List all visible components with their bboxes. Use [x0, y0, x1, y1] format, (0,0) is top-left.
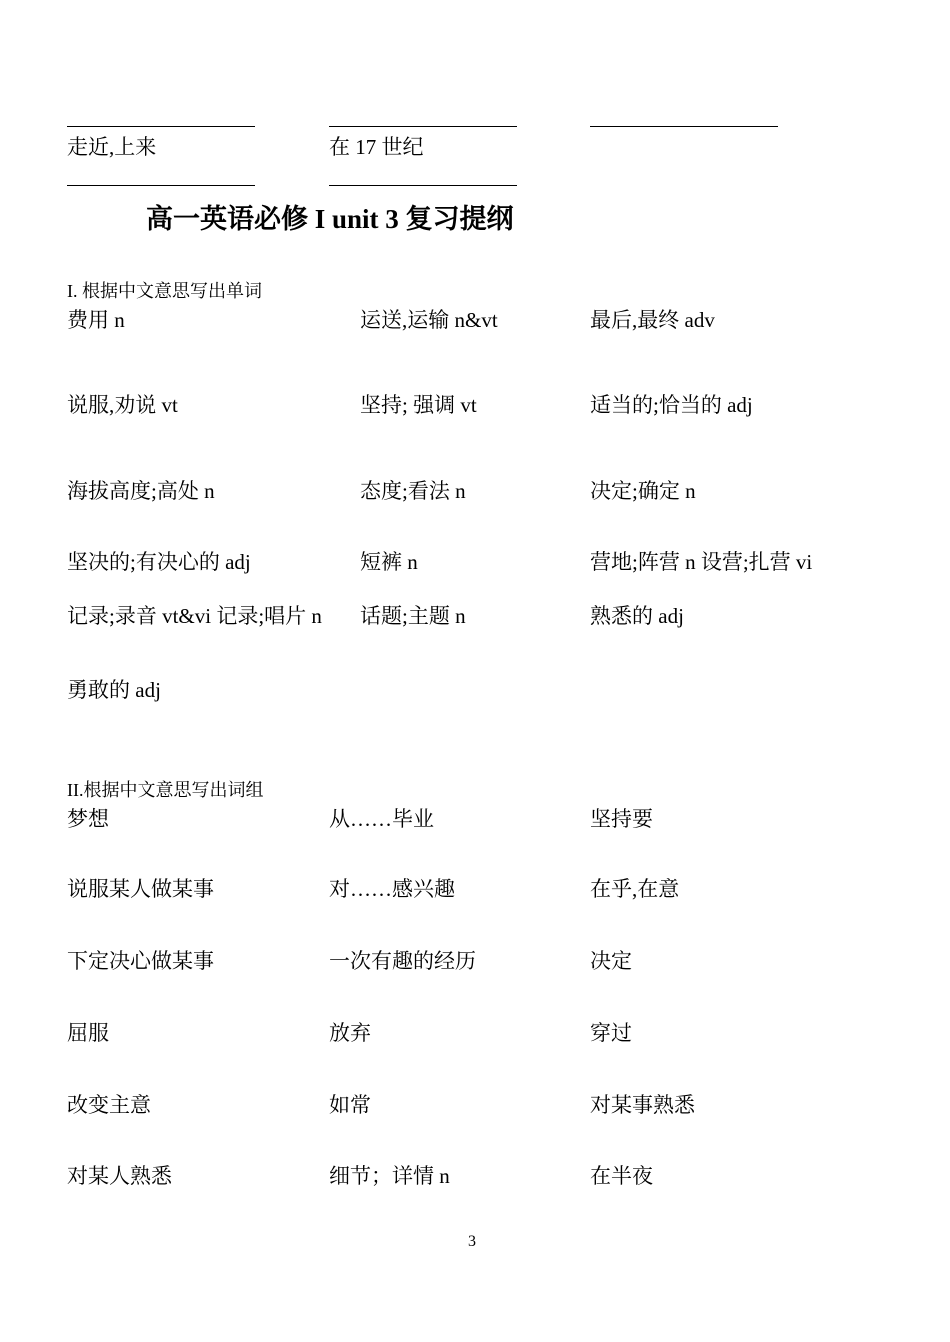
phrase-item: 改变主意 — [67, 1093, 151, 1117]
word-item: 记录;录音 vt&vi 记录;唱片 n — [67, 604, 322, 628]
phrase-item: 决定 — [590, 949, 632, 973]
word-item: 态度;看法 n — [360, 479, 466, 503]
word-item: 说服,劝说 vt — [67, 393, 178, 417]
word-item: 短裤 n — [360, 550, 418, 574]
phrase-item: 穿过 — [590, 1021, 632, 1045]
phrase-item: 如常 — [329, 1093, 371, 1117]
word-item: 决定;确定 n — [590, 479, 696, 503]
phrase-item: 梦想 — [67, 807, 109, 831]
word-item: 坚持; 强调 vt — [360, 393, 477, 417]
vocab-label: 在 17 世纪 — [329, 135, 424, 159]
word-item: 营地;阵营 n 设营;扎营 vi — [590, 550, 813, 574]
phrase-item: 放弃 — [329, 1021, 371, 1045]
phrase-item: 坚持要 — [590, 807, 653, 831]
word-item: 熟悉的 adj — [590, 604, 684, 628]
word-item: 最后,最终 adv — [590, 308, 715, 332]
word-item: 费用 n — [67, 308, 125, 332]
answer-blank-line — [67, 185, 255, 186]
answer-blank-line — [67, 126, 255, 127]
answer-blank-line — [329, 126, 517, 127]
answer-blank-line — [329, 185, 517, 186]
section-heading: II.根据中文意思写出词组 — [67, 780, 264, 800]
phrase-item: 说服某人做某事 — [67, 877, 214, 901]
phrase-item: 屈服 — [67, 1021, 109, 1045]
page-title: 高一英语必修 I unit 3 复习提纲 — [146, 204, 514, 234]
phrase-item: 在半夜 — [590, 1164, 653, 1188]
word-item: 话题;主题 n — [360, 604, 466, 628]
vocab-label: 走近,上来 — [67, 135, 157, 159]
phrase-item: 一次有趣的经历 — [329, 949, 476, 973]
word-item: 坚决的;有决心的 adj — [67, 550, 251, 574]
word-item: 适当的;恰当的 adj — [590, 393, 753, 417]
phrase-item: 对……感兴趣 — [329, 877, 455, 901]
phrase-item: 在乎,在意 — [590, 877, 680, 901]
phrase-item: 细节；详情 n — [329, 1164, 450, 1188]
phrase-item: 下定决心做某事 — [67, 949, 214, 973]
word-item: 勇敢的 adj — [67, 678, 161, 702]
word-item: 运送,运输 n&vt — [360, 308, 498, 332]
section-heading: I. 根据中文意思写出单词 — [67, 281, 262, 301]
word-item: 海拔高度;高处 n — [67, 479, 215, 503]
phrase-item: 从……毕业 — [329, 807, 434, 831]
phrase-item: 对某事熟悉 — [590, 1093, 695, 1117]
page-number: 3 — [468, 1233, 476, 1250]
answer-blank-line — [590, 126, 778, 127]
phrase-item: 对某人熟悉 — [67, 1164, 172, 1188]
